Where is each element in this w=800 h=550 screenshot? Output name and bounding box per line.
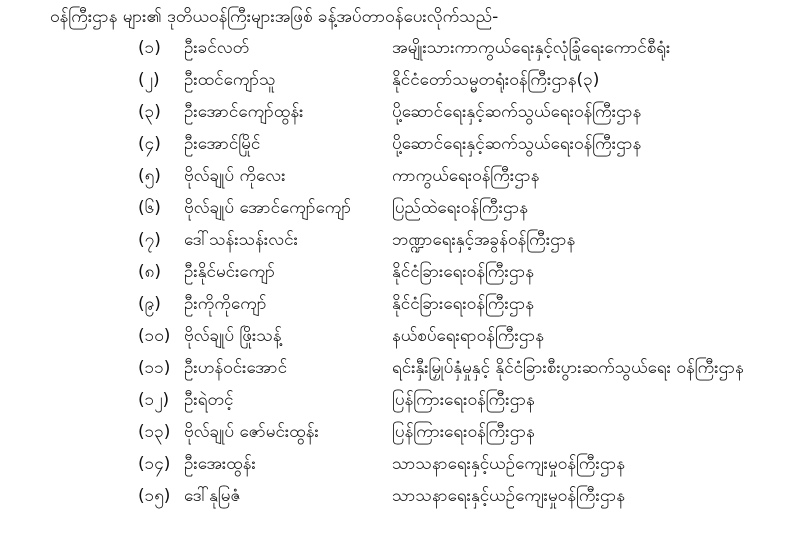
entry-ministry: သာသနာရေးနှင့်ယဉ်ကျေးမှုဝန်ကြီးဌာန	[392, 454, 626, 474]
entry-number: (၈)	[138, 262, 161, 282]
entry-number: (၅)	[138, 166, 161, 186]
entry-number: (၉)	[138, 294, 161, 314]
list-item	[0, 480, 800, 512]
entry-name: ဗိုလ်ချုပ် အောင်ကျော်ကျော်	[184, 198, 352, 218]
entry-name: ဦးခင်လတ်	[184, 38, 250, 58]
entry-ministry: သာသနာရေးနှင့်ယဉ်ကျေးမှုဝန်ကြီးဌာန	[392, 486, 626, 506]
entry-number: (၄)	[138, 134, 161, 154]
list-item	[0, 224, 800, 256]
entry-ministry: ရင်းနှီးမြှုပ်နှံမှုနှင့် နိုင်ငံခြားစီးပွားဆက်သွယ်ရေး ဝန်ကြီးဌာန	[392, 358, 744, 378]
entry-name: ဦးအေးထွန်း	[184, 454, 256, 474]
entry-number: (၁)	[138, 38, 161, 58]
entry-name: ဒေါ်နုမြဇံ	[184, 486, 241, 506]
entry-name: ဦးအောင်ကျော်ထွန်း	[184, 102, 304, 122]
entry-number: (၆)	[138, 198, 161, 218]
entry-ministry: ပို့ဆောင်ရေးနှင့်ဆက်သွယ်ရေးဝန်ကြီးဌာန	[392, 134, 642, 154]
list-item	[0, 96, 800, 128]
entry-ministry: ပြန်ကြားရေးဝန်ကြီးဌာန	[392, 422, 535, 442]
list-item	[0, 128, 800, 160]
entry-ministry: နိုင်ငံတော်သမ္မတရုံးဝန်ကြီးဌာန(၃)	[392, 70, 600, 90]
entry-number: (၁၁)	[138, 358, 171, 378]
entry-ministry: နိုင်ငံခြားရေးဝန်ကြီးဌာန	[392, 294, 535, 314]
entry-ministry: ဘဏ္ဍာရေးနှင့်အခွန်ဝန်ကြီးဌာန	[392, 230, 576, 250]
entry-ministry: ကာကွယ်ရေးဝန်ကြီးဌာန	[392, 166, 540, 186]
entry-name: ဦးအောင်မြိုင်	[184, 134, 261, 154]
list-item	[0, 256, 800, 288]
list-item	[0, 32, 800, 64]
entry-number: (၁၃)	[138, 422, 171, 442]
entry-number: (၃)	[138, 102, 161, 122]
page-title: ဝန်ကြီးဌာန များ၏ ဒုတိယဝန်ကြီးများအဖြစ် ခန့်အပ်တာဝန်ပေးလိုက်သည်-	[50, 7, 499, 27]
list-item	[0, 352, 800, 384]
list-item	[0, 384, 800, 416]
entry-name: ဦးရဲတင့်	[184, 390, 234, 410]
list-item	[0, 64, 800, 96]
entry-name: ဒေါ်သန်းသန်းလင်း	[184, 230, 298, 250]
entry-name: ဦးထင်ကျော်သူ	[184, 70, 276, 90]
list-item	[0, 160, 800, 192]
entry-name: ဗိုလ်ချုပ် ကိုလေး	[184, 166, 286, 186]
list-item	[0, 288, 800, 320]
list-item	[0, 416, 800, 448]
entry-name: ဦးနိုင်မင်းကျော်	[184, 262, 275, 282]
minister-list	[0, 32, 800, 512]
entry-ministry: ပြန်ကြားရေးဝန်ကြီးဌာန	[392, 390, 535, 410]
entry-ministry: နိုင်ငံခြားရေးဝန်ကြီးဌာန	[392, 262, 535, 282]
entry-number: (၇)	[138, 230, 161, 250]
entry-name: ဦးဟန်ဝင်းအောင်	[184, 358, 288, 378]
entry-number: (၁၄)	[138, 454, 171, 474]
entry-ministry: နယ်စပ်ရေးရာဝန်ကြီးဌာန	[392, 326, 544, 346]
entry-ministry: ပြည်ထဲရေးဝန်ကြီးဌာန	[392, 198, 529, 218]
entry-number: (၁၀)	[138, 326, 171, 346]
list-item	[0, 192, 800, 224]
entry-number: (၁၂)	[138, 390, 170, 410]
entry-number: (၂)	[138, 70, 160, 90]
entry-ministry: ပို့ဆောင်ရေးနှင့်ဆက်သွယ်ရေးဝန်ကြီးဌာန	[392, 102, 642, 122]
entry-ministry: အမျိုးသားကာကွယ်ရေးနှင့်လုံခြုံရေးကောင်စီရုံး	[392, 38, 671, 58]
entry-number: (၁၅)	[138, 486, 171, 506]
list-item	[0, 448, 800, 480]
entry-name: ဗိုလ်ချုပ် ဖြိုးသန့်	[184, 326, 282, 346]
entry-name: ဦးကိုကိုကျော်	[184, 294, 267, 314]
list-item	[0, 320, 800, 352]
entry-name: ဗိုလ်ချုပ် ဇော်မင်းထွန်း	[184, 422, 319, 442]
